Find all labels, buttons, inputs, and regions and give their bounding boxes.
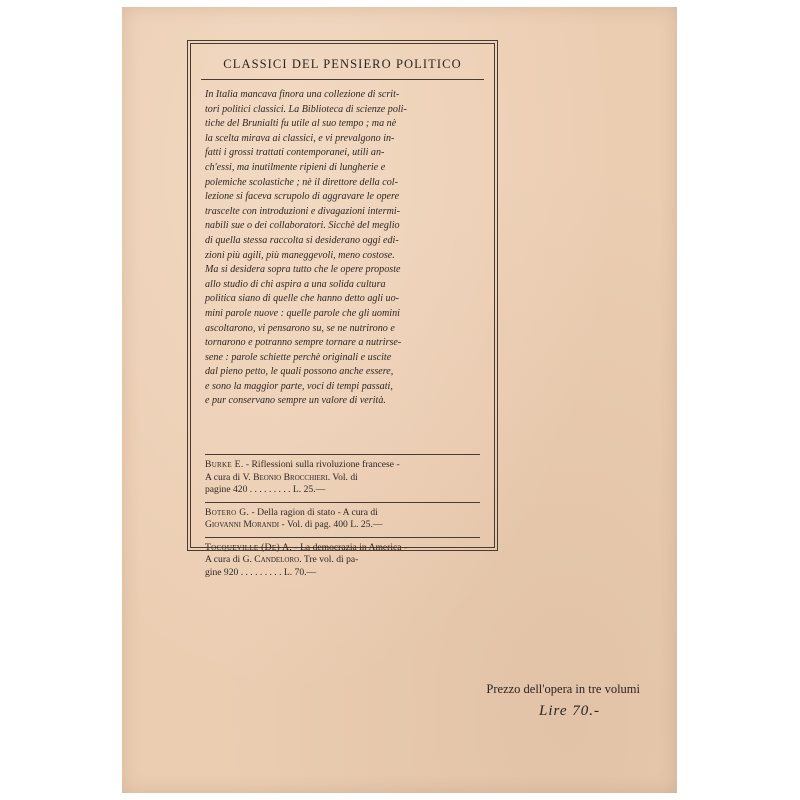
entry-line (205, 554, 480, 567)
intro-line: Ma si desidera sopra tutto che le opere proposte (205, 264, 401, 276)
intro-line: allo studio di chi aspira a una solida cultura (205, 278, 386, 290)
entry-title: - La democrazia in America - (292, 541, 408, 553)
intro-line: In Italia mancava finora una collezione di scrit- (205, 89, 400, 100)
intro-line: trascelte con introduzioni e divagazioni intermi- (205, 205, 401, 217)
intro-line: fatti i grossi trattati contemporanei, utili an- (205, 147, 385, 159)
entry-details: . Vol. di (327, 471, 358, 483)
entry-title: - Della ragion di stato - A cura di (249, 506, 378, 518)
entry-line (205, 472, 480, 485)
entry-curator: G. Candeloro (242, 554, 300, 565)
price-block (430, 682, 640, 720)
series-advert-frame (190, 43, 495, 578)
price-label: Prezzo dell'opera in tre volumi (486, 682, 640, 696)
entry-divider (205, 454, 480, 455)
entry-line (205, 459, 480, 472)
intro-line: la scelta mirava ai classici, e vi prevalgono in- (205, 132, 395, 144)
book-entry-botero (205, 507, 480, 535)
entry-line (205, 542, 480, 555)
book-list (205, 452, 480, 582)
entry-divider (205, 537, 480, 538)
price-amount: Lire 70.- (539, 703, 600, 719)
intro-line: tori politici classici. La Biblioteca di scienze poli- (205, 103, 407, 115)
entry-curator-prefix: A cura di (205, 471, 243, 483)
entry-author: Tocqueville (De) A. (205, 541, 293, 553)
intro-line: nabili sue o dei collaboratori. Sicchè del meglio (205, 220, 400, 232)
series-introduction (205, 88, 480, 409)
intro-line: polemiche scolastiche ; nè il direttore della col- (205, 176, 398, 188)
entry-details: . Tre vol. di pa- (299, 554, 359, 565)
intro-line: tiche del Brunialti fu utile al suo tempo ; ma nè (205, 118, 397, 130)
entry-details: - Vol. di pag. 400 L. 25.— (279, 519, 383, 530)
intro-line: lezione si faceva scrupolo di aggravare le opere (205, 191, 400, 203)
intro-line: e sono la maggior parte, voci di tempi passati, (205, 380, 393, 392)
series-title: CLASSICI DEL PENSIERO POLITICO (223, 57, 462, 71)
entry-curator: V. Beonio Brocchieri (242, 471, 328, 483)
entry-author: Burke E. (205, 459, 244, 470)
entry-curator-prefix: A cura di (205, 554, 243, 565)
intro-line: politica siano di quelle che hanno detto agli uo- (205, 293, 399, 305)
book-entry-tocqueville (205, 542, 480, 583)
entry-curator: Giovanni Morandi (205, 519, 280, 530)
book-entry-burke (205, 459, 480, 500)
intro-line: mini parole nuove : quelle parole che gli uomini (205, 307, 400, 319)
entry-line (205, 507, 480, 520)
intro-line: ascoltarono, vi pensarono su, se ne nutrirono e (205, 322, 395, 334)
entry-line (205, 519, 480, 532)
intro-line: ch'essi, ma inutilmente ripieni di lungherie e (205, 161, 386, 173)
entry-author: Botero G. (205, 506, 250, 518)
intro-line: sene : parole schiette perchè originali e uscite (205, 351, 392, 363)
entry-title: - Riflessioni sulla rivoluzione francese - (243, 459, 400, 470)
entry-pages-price: pagine 420 . . . . . . . . . L. 25.— (205, 484, 326, 495)
title-divider (201, 79, 484, 80)
intro-line: tornarono e potranno sempre tornare a nutrirse- (205, 337, 402, 349)
entry-pages-price: gine 920 . . . . . . . . . L. 70.— (205, 566, 317, 578)
intro-line: di quella stessa raccolta si desiderano oggi edi- (205, 234, 399, 246)
intro-line: zioni più agili, più maneggevoli, meno costose. (205, 249, 395, 261)
intro-line: dal pieno petto, le quali possono anche essere, (205, 366, 394, 378)
intro-line: e pur conservano sempre un valore di verità. (205, 395, 386, 407)
entry-divider (205, 502, 480, 503)
